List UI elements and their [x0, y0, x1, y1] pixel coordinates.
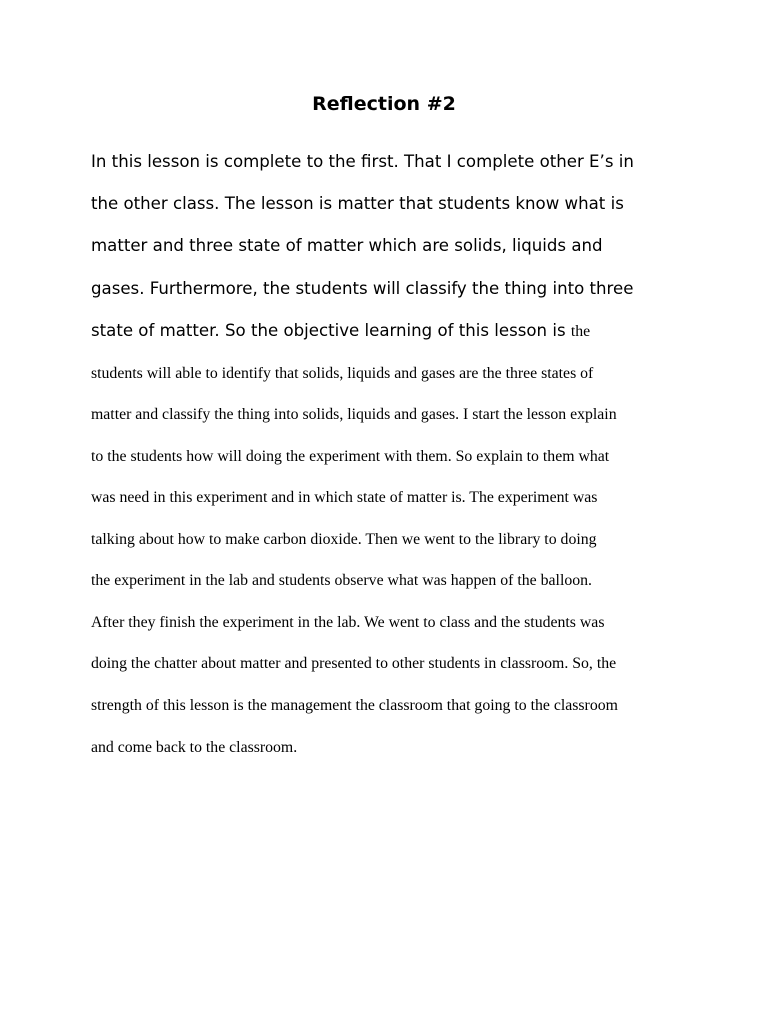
paragraph-line: matter and classify the thing into solids, liquids and gases. I start the lesson explain [91, 406, 617, 423]
paragraph-line: was need in this experiment and in which state of matter is. The experiment was [91, 489, 598, 506]
paragraph-line: talking about how to make carbon dioxide. Then we went to the library to doing [91, 531, 597, 548]
page-title: Reflection #2 [312, 93, 456, 115]
paragraph-line: matter and three state of matter which are solids, liquids and [91, 236, 603, 255]
paragraph-line: and come back to the classroom. [91, 739, 298, 756]
paragraph-line [91, 319, 590, 344]
paragraph-line: gases. Furthermore, the students will classify the thing into three [91, 279, 634, 298]
paragraph-line: to the students how will doing the experiment with them. So explain to them what [91, 448, 610, 465]
paragraph-line: strength of this lesson is the management the classroom that going to the classroom [91, 697, 618, 714]
paragraph-line-serif-part: the [570, 323, 591, 340]
paragraph-line: students will able to identify that solids, liquids and gases are the three states of [91, 365, 594, 382]
paragraph-line: In this lesson is complete to the first. That I complete other E’s in [91, 152, 634, 171]
paragraph-line: the other class. The lesson is matter that students know what is [91, 194, 624, 213]
paragraph-line: doing the chatter about matter and presented to other students in classroom. So, the [91, 655, 617, 672]
paragraph-line: After they finish the experiment in the lab. We went to class and the students was [91, 614, 605, 631]
paragraph-line-sans-part: state of matter. So the objective learning of this lesson is [91, 321, 571, 340]
paragraph-line: the experiment in the lab and students observe what was happen of the balloon. [91, 572, 592, 589]
